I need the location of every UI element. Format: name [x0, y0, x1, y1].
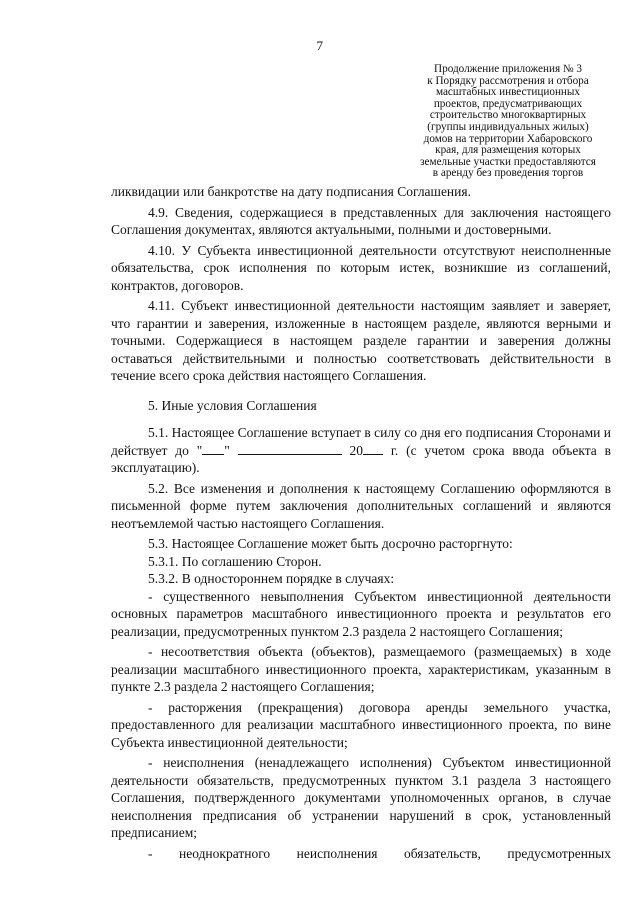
paragraph-5-3-1: 5.3.1. По соглашению Сторон. [148, 553, 322, 569]
appendix-line: края, для размещения которых [435, 144, 581, 157]
appendix-line: (группы индивидуальных жилых) [427, 120, 589, 133]
p-5-1-text-b: " [224, 442, 230, 458]
paragraph-continuation: ликвидации или банкротстве на дату подписания Соглашения. [111, 184, 471, 199]
p-5-1-text-a: 5.1. Настоящее Соглашение вступает в силу со дня его подписания Сторонами и действует до " [111, 425, 611, 458]
appendix-line: строительство многоквартирных [429, 109, 587, 122]
paragraph-5-3: 5.3. Настоящее Соглашение может быть досрочно расторгнуто: [148, 536, 513, 551]
appendix-line: домов на территории Хабаровского [423, 132, 593, 145]
appendix-line: масштабных инвестиционных [435, 86, 581, 99]
page-number: 7 [316, 38, 324, 53]
paragraph-5-2: 5.2. Все изменения и дополнения к настоящему Соглашению оформляются в письменной форме путем заключения дополнительных соглашений и являются неотъемлемой частью настоящего Соглашения. [111, 480, 611, 531]
section-5-heading: 5. Иные условия Соглашения [148, 397, 317, 413]
paragraph-4-9: 4.9. Сведения, содержащиеся в представленных для заключения настоящего Соглашения документах, являются актуальными, полными и достоверными. [111, 204, 611, 237]
list-item-bullet-1: - существенного невыполнения Субъектом инвестиционной деятельности основных параметров масштабного инвестиционного проекта и результатов его реализации, предусмотренных пунктом 2.3 раздела 2 настоящего Соглашения; [111, 588, 611, 639]
appendix-line: Продолжение приложения № 3 [434, 63, 582, 75]
paragraph-5-3-2: 5.3.2. В одностороннем порядке в случаях: [148, 571, 395, 586]
list-item-bullet-2: - несоответствия объекта (объектов), размещаемого (размещаемых) в ходе реализации масштабного инвестиционного проекта, характеристикам, указанным в пункте 2.3 раздела 2 настоящего Соглашения; [111, 644, 611, 694]
appendix-line: земельные участки предоставляются [420, 155, 596, 168]
list-item-bullet-5: - неоднократного неисполнения обязательств, предусмотренных [148, 845, 611, 861]
paragraph-4-10: 4.10. У Субъекта инвестиционной деятельности отсутствуют неисполненные обязательства, срок исполнения по которым истек, возникшие из соглашений, контрактов, договоров. [111, 242, 611, 293]
day-blank [202, 454, 224, 455]
list-item-bullet-3: - расторжения (прекращения) договора аренды земельного участка, предоставленного для реализации масштабного инвестиционного проекта, по вине Субъекта инвестиционной деятельности; [111, 699, 611, 750]
document-body [111, 183, 611, 865]
p-5-1-text-d: г. (с учетом срока ввода объекта в эксплуатацию). [111, 442, 612, 475]
month-blank [238, 454, 342, 455]
paragraph-4-11: 4.11. Субъект инвестиционной деятельности настоящим заявляет и заверяет, что гарантии и заверения, изложенные в настоящем разделе, являются верными и точными. Содержащиеся в настоящем разделе гарантии и заверения должны оставаться действительными и полностью соответствовать действительности в течение всего срока действия настоящего Соглашения. [111, 298, 611, 383]
appendix-line: проектов, предусматривающих [433, 97, 583, 110]
appendix-line: к Порядку рассмотрения и отбора [427, 74, 589, 87]
year-blank [363, 454, 383, 455]
paragraph-5-1 [111, 424, 611, 477]
p-5-1-text-c: 20 [349, 442, 363, 458]
appendix-line: в аренду без проведения торгов [432, 167, 584, 180]
list-item-bullet-4: - неисполнения (ненадлежащего исполнения) Субъектом инвестиционной деятельности обязательств, предусмотренных пунктом 3.1 раздела 3 настоящего Соглашения, подтвержденного документами уполномоченных органов, в случае неисполнения предписания об устранении нарушений в срок, установленный предписанием; [111, 755, 611, 840]
appendix-note [386, 64, 630, 180]
